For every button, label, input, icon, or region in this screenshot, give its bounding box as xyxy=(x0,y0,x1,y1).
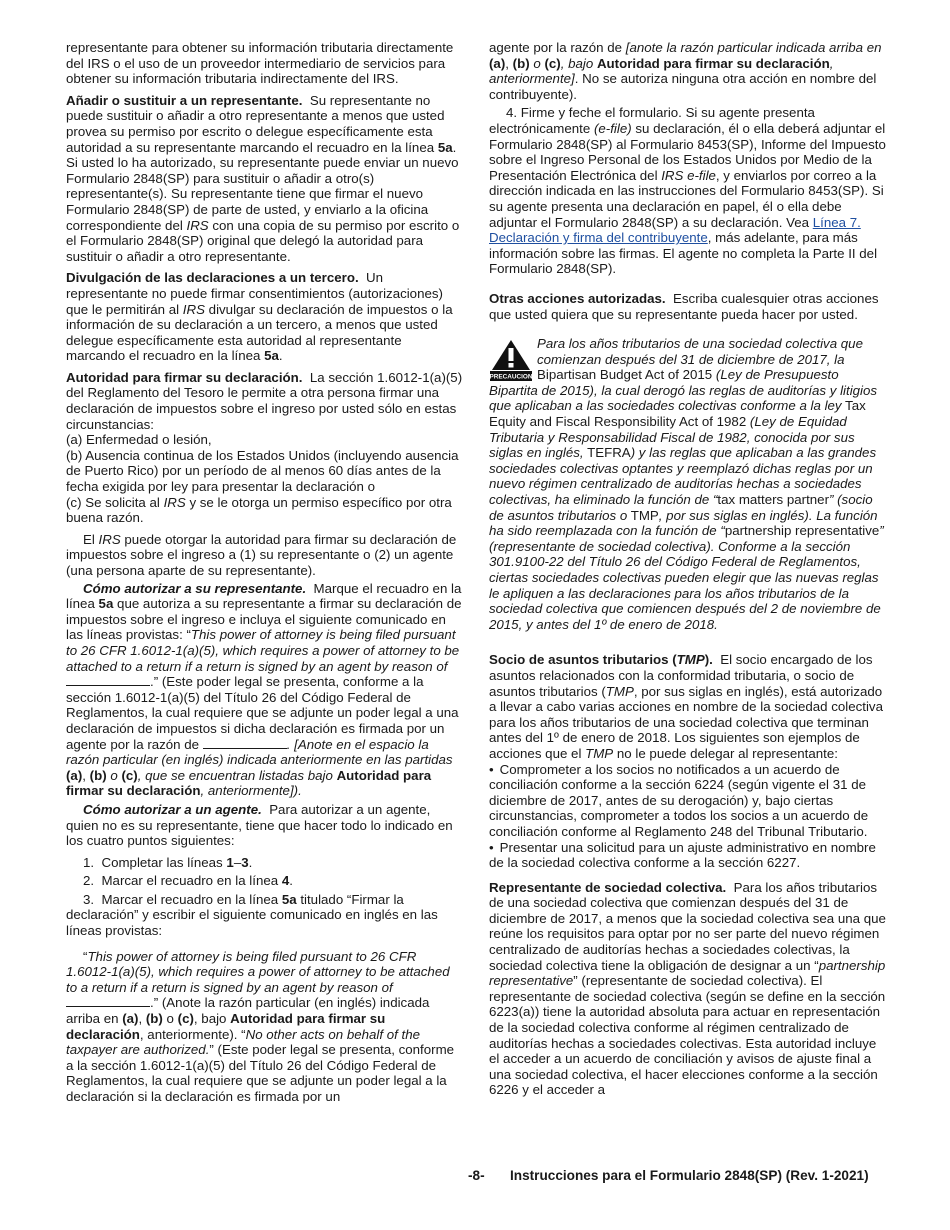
item-b: (b) Ausencia continua de los Estados Unidos (incluyendo ausencia de Puerto Rico) por un período de al menos 60 días antes de la fecha exigida por ley para presentar la declaración o xyxy=(66,447,459,495)
step-3: 3. Marcar el recuadro en la línea 5a titulado “Firmar la declaración” y escribir el siguiente comunicado en inglés en las líneas provistas: xyxy=(66,891,438,939)
right-column xyxy=(489,40,887,1104)
para-other-acts: Otras acciones autorizadas. Escriba cualesquier otras acciones que usted quiera que su representante pueda hacer por usted. xyxy=(489,290,879,322)
step-4: 4. Firme y feche el formulario. Si su agente presenta electrónicamente (e-file) su declaración, él o ella deberá adjuntar el Formulario 2848(SP) al Formulario 8453(SP), Informe del Impuesto sobre el Ingreso Personal de los Estados Unidos por Medio de la Presentación Electrónica del IRS e-file, y enviarlos por correo a la dirección indicada en las instrucciones del Formulario 8453(SP). Si su agente presenta una declaración en papel, él o ella debe adjuntar el Formulario 2848(SP) a su declaración. Vea Línea 7. Declaración y firma del contribuyente, más adelante, para más información sobre las firmas. El agente no completa la Parte II del Formulario 2848(SP). xyxy=(489,105,886,277)
para-sign-authority: Autoridad para firmar su declaración. La sección 1.6012-1(a)(5) del Reglamento del Tesoro le permite a otra persona firmar una declaración de impuestos sobre el ingreso por usted sólo en estas circunstancias: xyxy=(66,369,463,432)
caution-note: PRECAUCION Para los años tributarios de una sociedad colectiva que comienzan después del 31 de diciembre de 2017, la Bipartisan Budget Act of 2015 (Ley de Presupuesto Bipartita de 2015), la cual derogó las reglas de auditorías y litigios que aplicaban a las sociedades colectivas conforme a la ley Tax Equity and Fiscal Responsibility Act of 1982 (Ley de Equidad Tributaria y Responsabilidad Fiscal de 1982, conocida por sus siglas en inglés, TEFRA) y las reglas que aplicaban a las grandes sociedades colectivas optantes y reemplazó dichas reglas por un nuevo régimen centralizado de auditorías hechas a sociedades colectivas, ha eliminado la función de “tax matters partner” (socio de asuntos tributarios o TMP, por sus siglas en inglés). La función ha sido reemplazada con la función de “partnership representative” (representante de sociedad colectiva). Conforme a la sección 301.9100-22 del Título 26 del Código Federal de Reglamentos, ciertas sociedades colectivas pueden elegir que las nuevas reglas le apliquen a las declaraciones para los años tributarios de la sociedad colectiva que comiencen después del 2 de noviembre de 2015, y antes del 1º de enero de 2018. xyxy=(489,336,884,632)
para-partnership-representative: Representante de sociedad colectiva. Para los años tributarios de una sociedad colectiva que comienzan después del 31 de diciembre de 2017, a menos que la sociedad colectiva sea una que reúne los requisitos para optar por no ser parte del nuevo régimen centralizado de auditorías hechas a sociedades colectivas, la sociedad colectiva tiene la obligación de designar a un “partnership representative” (representante de sociedad colectiva). El representante de sociedad colectiva (según se define en la sección 6223(a)) tiene la autoridad absoluta para actuar en representación de la sociedad colectiva conforme al régimen centralizado de auditorías hechas a sociedades colectivas. Esta autoridad incluye el acceder a un acuerdo de conciliación y avisos de ajuste final a una sociedad colectiva, el hacer elecciones conforme a la sección 6226 y el acceder a xyxy=(489,879,886,1098)
para-authorize-agent: Cómo autorizar a un agente. Para autorizar a un agente, quien no es su representante, tiene que hacer todo lo indicado en los cuatro puntos siguientes: xyxy=(66,801,453,849)
page-footer xyxy=(0,1168,950,1188)
para-authorize-representative: Cómo autorizar a su representante. Marque el recuadro en la línea 5a que autoriza a su representante a firmar su declaración de impuestos sobre el ingreso e incluya el siguiente comunicado en las líneas provistas: “This power of attorney is being filed pursuant to 26 CFR 1.6012-1(a)(5), which requires a power of attorney to be attached to a return if a return is signed by an agent by reason of .” (Este poder legal se presenta, conforme a la sección 1.6012-1(a)(5) del Título 26 del Código Federal de Reglamentos, la cual requiere que se adjunte un poder legal a una declaración de impuestos si dicha declaración es firmada por un agente por la razón de . [Anote en el espacio la razón particular (en inglés) indicada anteriormente en las partidas (a), (b) o (c), que se encuentran listadas bajo Autoridad para firmar su declaración, anteriormente]). xyxy=(66,580,462,799)
blank-line xyxy=(203,737,287,749)
blank-line xyxy=(66,995,150,1007)
blank-line xyxy=(66,674,150,686)
page-number: -8- xyxy=(468,1168,485,1183)
para-irs-grant: El IRS puede otorgar la autoridad para firmar su declaración de impuestos sobre el ingreso a (1) su representante o (2) un agente (una persona aparte de su representante). xyxy=(66,531,457,578)
left-column xyxy=(66,40,463,1111)
heading-sign-authority: Autoridad para firmar su declaración. xyxy=(66,369,303,385)
para-tmp: Socio de asuntos tributarios (TMP). El socio encargado de los asuntos relacionados con la conformidad tributaria, o socio de asuntos tributarios (TMP, por sus siglas en inglés), está autorizado a llevar a cabo varias acciones en nombre de la sociedad colectiva para los años tributarios de una sociedad colectiva que terminan antes del 1º de enero de 2018. Los siguientes son ejemplos de acciones que el TMP no le puede delegar al representante: xyxy=(489,652,883,761)
heading-other-acts: Otras acciones autorizadas. xyxy=(489,290,666,306)
heading-tmp: Socio de asuntos tributarios (TMP). xyxy=(489,652,713,668)
item-a: (a) Enfermedad o lesión, xyxy=(66,432,212,448)
list-item: • Comprometer a los socios no notificados a un acuerdo de conciliación conforme a la sección 6224 (según vigente el 31 de diciembre de 2017, antes de su derogación) y, bajo ciertas circunstancias, comprometer a todos los socios a un acuerdo de conciliación conforme al Reglamento 248 del Tribunal Tributario. xyxy=(489,762,887,840)
step-2: 2. Marcar el recuadro en la línea 4. xyxy=(83,873,293,889)
heading-authorize-representative: Cómo autorizar a su representante. xyxy=(83,580,307,596)
heading-authorize-agent: Cómo autorizar a un agente. xyxy=(83,801,262,817)
caution-warning-icon xyxy=(489,338,533,382)
para-add-substitute: Añadir o sustituir a un representante. Su representante no puede sustituir o añadir a otro representante a menos que usted provea su permiso por escrito o delegue específicamente esta autoridad a su representante marcando el recuadro en la línea 5a. Si usted lo ha autorizado, su representante puede enviar un nuevo Formulario 2848(SP) para sustituir o añadir a otro(s) representante(s). Su representante tiene que firmar el nuevo Formulario 2848(SP) de parte de usted, y enviarlo a la oficina correspondiente del IRS con una copia de su permiso por escrito o el Formulario 2848(SP) original que delegó la autoridad para sustituir o añadir a otro representante. xyxy=(66,92,460,264)
list-item: • Presentar una solicitud para un ajuste administrativo en nombre de la sociedad colectiva conforme a la sección 6227. xyxy=(489,840,887,871)
heading-add-substitute: Añadir o sustituir a un representante. xyxy=(66,92,303,108)
caution-label: PRECAUCION xyxy=(489,373,533,381)
para-agent-statement: “This power of attorney is being filed pursuant to 26 CFR 1.6012-1(a)(5), which requires a power of attorney to be attached to a return if a return is signed by an agent by reason of .” (Anote la razón particular (en inglés) indicada arriba en (a), (b) o (c), bajo Autoridad para firmar su declaración, anteriormente). “No other acts on behalf of the taxpayer are authorized.” (Este poder legal se presenta, conforme a la sección 1.6012-1(a)(5) del Título 26 del Código Federal de Reglamentos, la cual requiere que se adjunte un poder legal a la declaración si la declaración es firmada por un xyxy=(66,948,455,1104)
step-1: 1. Completar las líneas 1–3. xyxy=(83,854,253,870)
footer-title: Instrucciones para el Formulario 2848(SP) (Rev. 1-2021) xyxy=(510,1168,869,1183)
heading-partnership-representative: Representante de sociedad colectiva. xyxy=(489,879,727,895)
para-intro-continued: representante para obtener su información tributaria directamente del IRS o el uso de un proveedor intermediario de servicios para obtener su información tributaria indirectamente del IRS. xyxy=(66,40,454,87)
link-line-7[interactable]: Línea 7. Declaración y firma del contribuyente xyxy=(489,214,861,246)
item-c: (c) Se solicita al IRS y se le otorga un permiso específico por otra buena razón. xyxy=(66,494,452,526)
para-disclosure: Divulgación de las declaraciones a un tercero. Un representante no puede firmar consentimientos (autorizaciones) que le permitirán al IRS divulgar su declaración de impuestos o la información de su declaración a un tercero, a menos que usted delegue específicamente esta autoridad al representante marcando el recuadro en la línea 5a. xyxy=(66,270,453,364)
para-agent-continued: agente por la razón de [anote la razón particular indicada arriba en (a), (b) o (c), bajo Autoridad para firmar su declaración, anteriormente]. No se autoriza ninguna otra acción en nombre del contribuyente). xyxy=(489,40,882,102)
heading-disclosure: Divulgación de las declaraciones a un tercero. xyxy=(66,270,359,286)
